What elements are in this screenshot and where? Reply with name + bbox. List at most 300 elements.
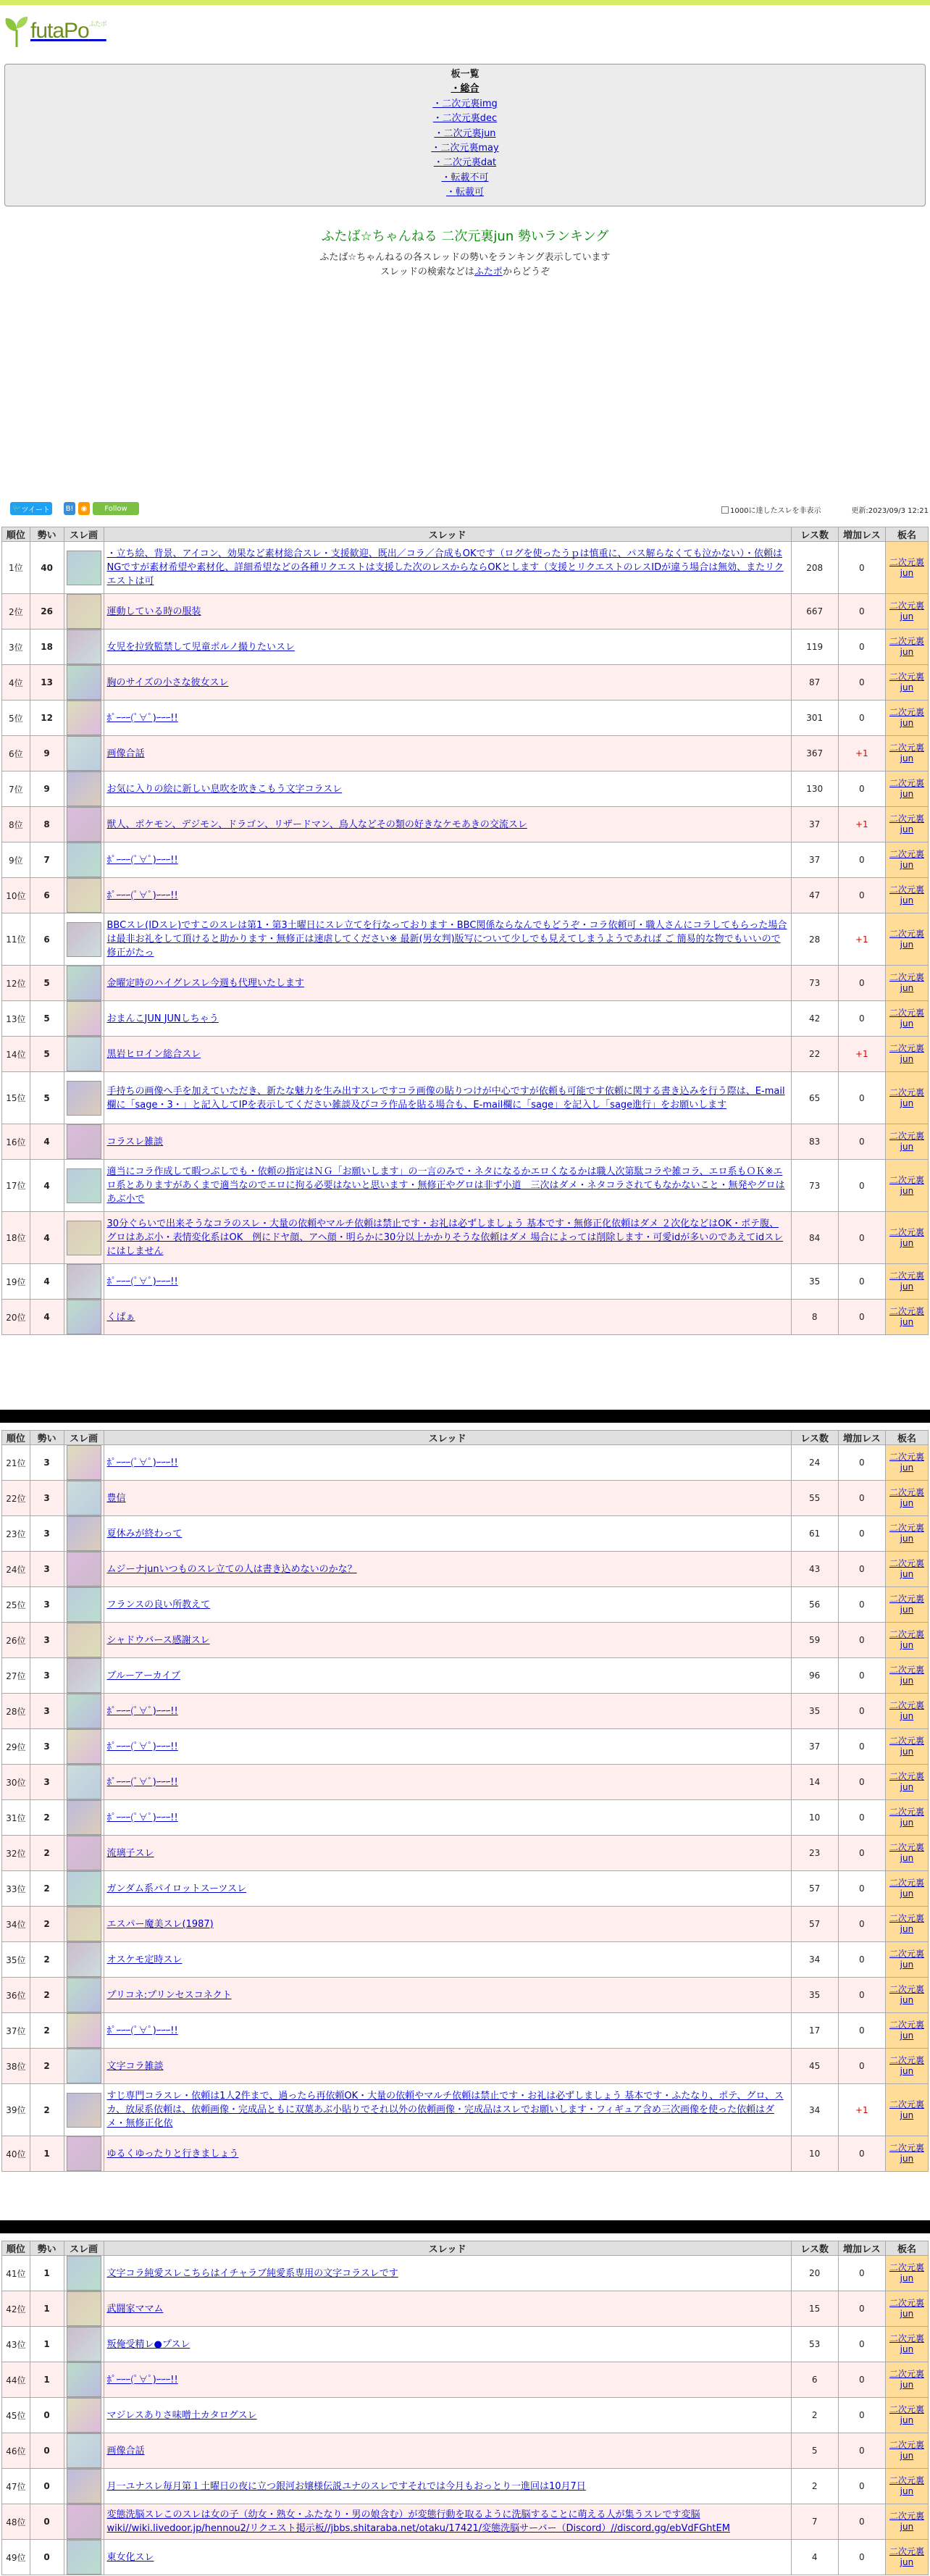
- thread-thumbnail[interactable]: [67, 2398, 101, 2433]
- thread-link[interactable]: ﾎﾟｰｰｰ(ﾟ∀ﾟ)ｰｰｰ!!: [106, 1276, 178, 1287]
- ikioi-cell: 18: [30, 630, 64, 665]
- thread-link[interactable]: ﾎﾟｰｰｰ(ﾟ∀ﾟ)ｰｰｰ!!: [106, 2374, 178, 2385]
- board-link[interactable]: 二次元裏jun: [889, 2055, 924, 2076]
- thread-title-cell: [104, 1942, 791, 1978]
- ikioi-cell: 9: [30, 771, 64, 807]
- res-count-cell: 45: [791, 2049, 838, 2084]
- thread-thumbnail[interactable]: [67, 1264, 101, 1299]
- res-count-cell: 57: [791, 1907, 838, 1942]
- board-link[interactable]: 二次元裏jun: [889, 1629, 924, 1650]
- thumbnail-cell[interactable]: [64, 1212, 104, 1264]
- thread-thumbnail[interactable]: [67, 2013, 101, 2048]
- thumbnail-cell[interactable]: [64, 665, 104, 701]
- thread-title-cell: [104, 1907, 791, 1942]
- column-header[interactable]: スレッド: [104, 1431, 791, 1445]
- thread-thumbnail[interactable]: [67, 2093, 101, 2128]
- board-link[interactable]: 二次元裏jun: [889, 707, 924, 728]
- thread-thumbnail[interactable]: [67, 1871, 101, 1906]
- thread-thumbnail[interactable]: [67, 1836, 101, 1870]
- thread-link[interactable]: すじ専門コラスレ・依頼は1人2件まで、過ったら再依頼OK・大量の依頼やマルチ依頼は禁止です・お礼は必ずしましょう 基本です・ふたなり、ポテ、グロ、スカ、放尿系依頼は、依頼画像・完成品ともに双葉あぶ小貼りでそれ以外の依頼画像・完成品はスレでお願いします・フィギュア含め三次画像を使った依頼はダメ・無修正化依: [106, 2091, 784, 2129]
- board-link[interactable]: 二次元裏jun: [889, 1842, 924, 1863]
- res-count-cell: 37: [791, 1729, 838, 1765]
- thumbnail-cell[interactable]: [64, 1871, 104, 1907]
- board-link[interactable]: 二次元裏jun: [889, 972, 924, 993]
- thread-thumbnail[interactable]: [67, 1942, 101, 1977]
- ikioi-cell: 5: [30, 1037, 64, 1072]
- thread-link[interactable]: おまんこJUN JUNしちゃう: [106, 1013, 219, 1024]
- thread-thumbnail[interactable]: [67, 1481, 101, 1515]
- thumbnail-cell[interactable]: [64, 2291, 104, 2327]
- column-header[interactable]: レス数: [791, 527, 838, 542]
- thumbnail-cell[interactable]: [64, 1001, 104, 1037]
- board-link[interactable]: 二次元裏jun: [889, 672, 924, 693]
- thumbnail-cell[interactable]: [64, 842, 104, 878]
- thread-link[interactable]: お気に入りの絵に新しい息吹を吹きこもう文字コラスレ: [106, 783, 343, 795]
- thread-thumbnail[interactable]: [67, 1658, 101, 1693]
- thumbnail-cell[interactable]: [64, 1445, 104, 1481]
- thumbnail-cell[interactable]: [64, 1300, 104, 1335]
- res-count-cell: 7: [791, 2504, 838, 2540]
- thread-link[interactable]: ﾎﾟｰｰｰ(ﾟ∀ﾟ)ｰｰｰ!!: [106, 712, 178, 724]
- board-name-cell: [885, 1907, 928, 1942]
- increase-cell: 0: [838, 1516, 885, 1552]
- thumbnail-cell[interactable]: [64, 2540, 104, 2575]
- thumbnail-cell[interactable]: [64, 2469, 104, 2504]
- board-link[interactable]: 二次元裏jun: [889, 1594, 924, 1615]
- table-row: [2, 1037, 929, 1072]
- column-header[interactable]: 順位: [2, 1431, 30, 1445]
- res-count-cell: 35: [791, 1978, 838, 2013]
- thread-link[interactable]: ﾎﾟｰｰｰ(ﾟ∀ﾟ)ｰｰｰ!!: [106, 854, 178, 866]
- thread-thumbnail[interactable]: [67, 1516, 101, 1551]
- board-link[interactable]: 二次元裏jun: [889, 1226, 924, 1248]
- board-link-sougou[interactable]: ・総合: [451, 83, 479, 95]
- thread-link[interactable]: ﾎﾟｰｰｰ(ﾟ∀ﾟ)ｰｰｰ!!: [106, 1457, 178, 1468]
- thread-link[interactable]: 画像合話: [106, 748, 145, 759]
- board-link[interactable]: 二次元裏jun: [889, 2262, 924, 2283]
- thumbnail-cell[interactable]: [64, 966, 104, 1001]
- thread-thumbnail[interactable]: [67, 1729, 101, 1764]
- thread-thumbnail[interactable]: [67, 1800, 101, 1835]
- tweet-button[interactable]: 🐦 ツイート: [10, 502, 52, 515]
- thread-thumbnail[interactable]: [67, 1552, 101, 1586]
- thread-link[interactable]: ガンダム系パイロットスーツスレ: [106, 1883, 247, 1894]
- rank-cell: 45位: [2, 2398, 30, 2433]
- thumbnail-cell[interactable]: [64, 2013, 104, 2049]
- rank-cell: 46位: [2, 2433, 30, 2469]
- thumbnail-cell[interactable]: [64, 630, 104, 665]
- increase-cell: 0: [838, 1836, 885, 1871]
- board-link-jun[interactable]: ・二次元裏jun: [434, 127, 496, 139]
- table-row: [2, 1001, 929, 1037]
- thread-link[interactable]: 変態洗脳スレこのスレは女の子（幼女・熟女・ふたなり・男の娘含む）が変態行動を取るように洗脳することに萌える人が集うスレです変脳wiki//wiki.livedoor.jp/hennou2/リクエスト掲示板//jbbs.shitaraba.net/otaku/17421/変態洗脳サーバー（Discord）//discord.gg/ebVdFGhtEM: [106, 2509, 730, 2534]
- board-link[interactable]: 二次元裏jun: [889, 2298, 924, 2319]
- board-name-cell: [885, 966, 928, 1001]
- thread-thumbnail[interactable]: [67, 966, 101, 1000]
- thread-link[interactable]: 文字コラ純愛スレこちらはイチャラブ純愛系専用の文字コラスレです: [106, 2267, 398, 2279]
- column-header[interactable]: 勢い: [30, 1431, 64, 1445]
- thumbnail-cell[interactable]: [64, 1160, 104, 1212]
- rss-button[interactable]: [78, 502, 90, 515]
- thread-thumbnail[interactable]: [67, 1168, 101, 1203]
- hide-1000-toggle[interactable]: 1000に達したスレを非表示: [721, 504, 821, 515]
- thread-thumbnail[interactable]: [67, 2433, 101, 2468]
- thread-link[interactable]: ﾎﾟｰｰｰ(ﾟ∀ﾟ)ｰｰｰ!!: [106, 1741, 178, 1752]
- thumbnail-cell[interactable]: [64, 1623, 104, 1658]
- thumbnail-cell[interactable]: [64, 542, 104, 594]
- column-header[interactable]: 増加レス: [838, 2241, 885, 2256]
- thread-link[interactable]: ﾎﾟｰｰｰ(ﾟ∀ﾟ)ｰｰｰ!!: [106, 1812, 178, 1823]
- thumbnail-cell[interactable]: [64, 2327, 104, 2362]
- thread-link[interactable]: 適当にコラ作成して暇つぶしでも・依頼の指定はＮＧ「お願いします」の一言のみで・ネタになるかエロくなるかは職人次第駄コラや雑コラ、エロ系もＯＫ※エロ系とありますがあくまで適当なのでエロに拘る必要はないと思います・無修正やグロは非ず小道 三次はダメ・ネタコラされてもなかないこと・無発やグロはあぶ小で: [106, 1166, 785, 1205]
- res-count-cell: 55: [791, 1481, 838, 1516]
- thread-thumbnail[interactable]: [67, 842, 101, 877]
- thread-thumbnail[interactable]: [67, 1587, 101, 1622]
- thumbnail-cell[interactable]: [64, 2398, 104, 2433]
- thread-thumbnail[interactable]: [67, 2469, 101, 2504]
- board-link[interactable]: 二次元裏jun: [889, 814, 924, 835]
- thread-link[interactable]: 30分ぐらいで出来そうなコラのスレ・大量の依頼やマルチ依頼は禁止です・お礼は必ずしましょう 基本です・無修正化依頼はダメ ２次化などはOK・ポテ腹、グロはあぶ小・表情変化系はOK 例にドヤ顔、アヘ顔・明らかに30分以上かかりそうな依頼はダメ 場合によっては削除します・可愛idが多いのであえてidスレにはしません: [106, 1218, 784, 1257]
- res-count-cell: 10: [791, 1800, 838, 1836]
- board-link[interactable]: 二次元裏jun: [889, 2546, 924, 2567]
- board-link[interactable]: 二次元裏jun: [889, 1736, 924, 1757]
- column-header[interactable]: 順位: [2, 2241, 30, 2256]
- increase-cell: 0: [838, 2136, 885, 2172]
- thread-link[interactable]: くぱぁ: [106, 1311, 135, 1323]
- board-link[interactable]: 二次元裏jun: [889, 1271, 924, 1292]
- board-link[interactable]: 二次元裏jun: [889, 2404, 924, 2425]
- thread-thumbnail[interactable]: [67, 2136, 101, 2171]
- table-row: [2, 2049, 929, 2084]
- thread-link[interactable]: ﾎﾟｰｰｰ(ﾟ∀ﾟ)ｰｰｰ!!: [106, 2025, 178, 2036]
- board-link-repost[interactable]: ・転載可: [445, 187, 484, 198]
- board-link-dec[interactable]: ・二次元裏dec: [432, 113, 498, 125]
- board-link[interactable]: 二次元裏jun: [889, 1008, 924, 1029]
- res-count-cell: 6: [791, 2362, 838, 2398]
- ikioi-cell: 3: [30, 1694, 64, 1729]
- thread-thumbnail[interactable]: [67, 1623, 101, 1657]
- thumbnail-cell[interactable]: [64, 2136, 104, 2172]
- board-link[interactable]: 二次元裏jun: [889, 2143, 924, 2164]
- board-link[interactable]: 二次元裏jun: [889, 743, 924, 764]
- board-link[interactable]: 二次元裏jun: [889, 1878, 924, 1899]
- ikioi-cell: 2: [30, 2013, 64, 2049]
- board-name-cell: [885, 2540, 928, 2575]
- thread-link[interactable]: 運動している時の服装: [106, 606, 201, 617]
- rank-cell: 31位: [2, 1800, 30, 1836]
- thread-thumbnail[interactable]: [67, 807, 101, 842]
- board-link-img[interactable]: ・二次元裏img: [432, 98, 498, 109]
- column-header[interactable]: レス数: [791, 1431, 838, 1445]
- board-name-cell: [885, 542, 928, 594]
- site-logo[interactable]: [4, 15, 106, 47]
- board-link[interactable]: 二次元裏jun: [889, 2440, 924, 2461]
- thread-thumbnail[interactable]: [67, 1001, 101, 1036]
- board-name-cell: [885, 2398, 928, 2433]
- thumbnail-cell[interactable]: [64, 2362, 104, 2398]
- thread-thumbnail[interactable]: [67, 878, 101, 913]
- thread-thumbnail[interactable]: [67, 922, 101, 957]
- board-name-cell: [885, 665, 928, 701]
- thread-link[interactable]: 胸のサイズの小さな彼女スレ: [106, 677, 229, 688]
- board-link[interactable]: 二次元裏jun: [889, 885, 924, 906]
- board-link[interactable]: 二次元裏jun: [889, 2099, 924, 2120]
- thread-link[interactable]: 流璃子スレ: [106, 1847, 154, 1859]
- thumbnail-cell[interactable]: [64, 1587, 104, 1623]
- thread-thumbnail[interactable]: [67, 2327, 101, 2362]
- board-link[interactable]: 二次元裏jun: [889, 1913, 924, 1934]
- thumbnail-cell[interactable]: [64, 736, 104, 771]
- increase-cell: 0: [838, 1658, 885, 1694]
- thread-thumbnail[interactable]: [67, 2504, 101, 2539]
- thread-thumbnail[interactable]: [67, 2256, 101, 2291]
- thread-thumbnail[interactable]: [67, 2362, 101, 2397]
- thumbnail-cell[interactable]: [64, 1072, 104, 1124]
- thumbnail-cell[interactable]: [64, 807, 104, 842]
- thread-thumbnail[interactable]: [67, 1765, 101, 1799]
- thread-thumbnail[interactable]: [67, 1694, 101, 1728]
- thread-title-cell: [104, 1552, 791, 1587]
- board-link[interactable]: 二次元裏jun: [889, 1487, 924, 1508]
- thread-link[interactable]: 東女化スレ: [106, 2551, 154, 2563]
- thread-link[interactable]: 獣人、ポケモン、デジモン、ドラゴン、リザードマン、鳥人などその類の好きなケモあきの交流スレ: [106, 819, 527, 830]
- thread-thumbnail[interactable]: [67, 1300, 101, 1334]
- thread-link[interactable]: BBCスレ(IDスレ)ですこのスレは第1・第3土曜日にスレ立てを行なっております・BBC関係ならなんでもどうぞ・コラ依頼可・職人さんにコラしてもらった場合は最非お礼をして頂けると助かります・無修正は速虐してください※ 最新(男女判)版写について少しでも見えてしまうようであれば ご 簡易的な物でもいいので修正がたっ: [106, 920, 787, 958]
- hatena-icon: B!: [65, 504, 74, 513]
- thread-thumbnail[interactable]: [67, 630, 101, 664]
- board-link[interactable]: 二次元裏jun: [889, 1700, 924, 1721]
- res-count-cell: 208: [791, 542, 838, 594]
- thread-link[interactable]: 月一ユナスレ毎月第１土曜日の夜に立つ銀河お嬢様伝説ユナのスレですそれでは今月もおっとり一進回は10月7日: [106, 2480, 586, 2492]
- board-link[interactable]: 二次元裏jun: [889, 2333, 924, 2354]
- thread-thumbnail[interactable]: [67, 1124, 101, 1159]
- thread-title-cell: [104, 736, 791, 771]
- thread-title-cell: [104, 2469, 791, 2504]
- res-count-cell: 24: [791, 1445, 838, 1481]
- board-link[interactable]: 二次元裏jun: [889, 1131, 924, 1152]
- thread-link[interactable]: オスケモ定時スレ: [106, 1954, 183, 1965]
- board-name-cell: [885, 1001, 928, 1037]
- thumbnail-cell[interactable]: [64, 594, 104, 630]
- board-name-cell: [885, 878, 928, 913]
- board-name-cell: [885, 842, 928, 878]
- board-link[interactable]: 二次元裏jun: [889, 1771, 924, 1792]
- thread-link[interactable]: フランスの良い所教えて: [106, 1599, 211, 1610]
- res-count-cell: 301: [791, 701, 838, 736]
- thread-title-cell: [104, 913, 791, 966]
- thread-thumbnail[interactable]: [67, 1081, 101, 1116]
- board-link[interactable]: 二次元裏jun: [889, 928, 924, 950]
- board-link[interactable]: 二次元裏jun: [889, 636, 924, 657]
- board-link[interactable]: 二次元裏jun: [889, 1807, 924, 1828]
- thumbnail-cell[interactable]: [64, 1264, 104, 1300]
- board-link-no-repost[interactable]: ・転載不可: [441, 172, 489, 183]
- board-link[interactable]: 二次元裏jun: [889, 778, 924, 799]
- column-header[interactable]: 勢い: [30, 527, 64, 542]
- thumbnail-cell[interactable]: [64, 1037, 104, 1072]
- board-link[interactable]: 二次元裏jun: [889, 1174, 924, 1196]
- thread-link[interactable]: 女児を拉致監禁して児童ポルノ撮りたいスレ: [106, 641, 295, 653]
- increase-cell: 0: [838, 1445, 885, 1481]
- board-link[interactable]: 二次元裏jun: [889, 1984, 924, 2005]
- board-link[interactable]: 二次元裏jun: [889, 849, 924, 870]
- thumbnail-cell[interactable]: [64, 1836, 104, 1871]
- board-link-may[interactable]: ・二次元裏may: [431, 143, 499, 154]
- thumbnail-cell[interactable]: [64, 2256, 104, 2291]
- column-header[interactable]: スレッド: [104, 2241, 791, 2256]
- ikioi-cell: 26: [30, 594, 64, 630]
- thread-thumbnail[interactable]: [67, 2049, 101, 2083]
- thread-link[interactable]: 金曜定時のハイグレスレ今週も代理いたします: [106, 977, 304, 989]
- ikioi-cell: 2: [30, 1978, 64, 2013]
- column-header[interactable]: 勢い: [30, 2241, 64, 2256]
- thread-link[interactable]: 黒岩ヒロイン総合スレ: [106, 1048, 201, 1060]
- board-link[interactable]: 二次元裏jun: [889, 601, 924, 622]
- thread-link[interactable]: コラスレ雑談: [106, 1136, 164, 1147]
- thumbnail-cell[interactable]: [64, 1800, 104, 1836]
- thumbnail-cell[interactable]: [64, 1694, 104, 1729]
- thumbnail-cell[interactable]: [64, 2433, 104, 2469]
- thread-link[interactable]: 叛俺受精レ●プスレ: [106, 2338, 190, 2350]
- board-name-cell: [885, 913, 928, 966]
- checkbox-icon[interactable]: [721, 506, 729, 514]
- column-header[interactable]: 増加レス: [838, 1431, 885, 1445]
- board-link[interactable]: 二次元裏jun: [889, 2020, 924, 2041]
- board-link[interactable]: 二次元裏jun: [889, 1949, 924, 1970]
- board-link[interactable]: 二次元裏jun: [889, 1452, 924, 1473]
- thread-link[interactable]: 夏休みが終わって: [106, 1528, 183, 1539]
- thread-thumbnail[interactable]: [67, 1221, 101, 1255]
- thumbnail-cell[interactable]: [64, 1552, 104, 1587]
- thread-link[interactable]: ブルーアーカイブ: [106, 1670, 180, 1681]
- thread-thumbnail[interactable]: [67, 771, 101, 806]
- column-header[interactable]: レス数: [791, 2241, 838, 2256]
- thread-link[interactable]: シャドウバース感謝スレ: [106, 1634, 210, 1646]
- hatena-button[interactable]: [64, 502, 75, 515]
- thread-link[interactable]: ﾎﾟｰｰｰ(ﾟ∀ﾟ)ｰｰｰ!!: [106, 890, 178, 901]
- thread-thumbnail[interactable]: [67, 2291, 101, 2326]
- board-link[interactable]: 二次元裏jun: [889, 1558, 924, 1579]
- thumbnail-cell[interactable]: [64, 2084, 104, 2136]
- top-accent-bar: [0, 0, 930, 5]
- column-header[interactable]: スレ画: [64, 1431, 104, 1445]
- res-count-cell: 53: [791, 2327, 838, 2362]
- thread-link[interactable]: 武闘家ママム: [106, 2303, 164, 2314]
- res-count-cell: 2: [791, 2469, 838, 2504]
- thread-link[interactable]: プリコネ:プリンセスコネクト: [106, 1989, 232, 2001]
- thumbnail-cell[interactable]: [64, 913, 104, 966]
- board-link[interactable]: 二次元裏jun: [889, 1306, 924, 1327]
- thumbnail-cell[interactable]: [64, 1907, 104, 1942]
- board-link[interactable]: 二次元裏jun: [889, 2369, 924, 2390]
- column-header[interactable]: 板名: [885, 527, 928, 542]
- thread-link[interactable]: マジレスありさ味噌土カタログスレ: [106, 2409, 257, 2421]
- thread-link[interactable]: ゆるくゆったりと行きましょう: [106, 2148, 239, 2159]
- column-header[interactable]: 板名: [885, 1431, 928, 1445]
- thumbnail-cell[interactable]: [64, 2049, 104, 2084]
- table-row: [2, 1907, 929, 1942]
- board-name-cell: [885, 771, 928, 807]
- thread-title-cell: [104, 2256, 791, 2291]
- res-count-cell: 20: [791, 2256, 838, 2291]
- thread-link[interactable]: エスパー魔美スレ(1987): [106, 1918, 214, 1930]
- thread-thumbnail[interactable]: [67, 594, 101, 629]
- thumbnail-cell[interactable]: [64, 1658, 104, 1694]
- res-count-cell: 35: [791, 1264, 838, 1300]
- thread-link[interactable]: 文字コラ雑談: [106, 2060, 164, 2072]
- rank-cell: 36位: [2, 1978, 30, 2013]
- board-link[interactable]: 二次元裏jun: [889, 1523, 924, 1544]
- thread-thumbnail[interactable]: [67, 1445, 101, 1480]
- thread-thumbnail[interactable]: [67, 1907, 101, 1941]
- column-header[interactable]: 板名: [885, 2241, 928, 2256]
- column-header[interactable]: 増加レス: [838, 527, 885, 542]
- thumbnail-cell[interactable]: [64, 1481, 104, 1516]
- thread-title-cell: [104, 2013, 791, 2049]
- table-row: [2, 594, 929, 630]
- thread-link[interactable]: ﾎﾟｰｰｰ(ﾟ∀ﾟ)ｰｰｰ!!: [106, 1776, 178, 1788]
- follow-button[interactable]: Follow: [93, 502, 139, 515]
- thumbnail-cell[interactable]: [64, 878, 104, 913]
- column-header[interactable]: スレッド: [104, 527, 791, 542]
- thumbnail-cell[interactable]: [64, 771, 104, 807]
- res-count-cell: 61: [791, 1516, 838, 1552]
- thumbnail-cell[interactable]: [64, 1978, 104, 2013]
- thread-thumbnail[interactable]: [67, 2540, 101, 2575]
- thread-link[interactable]: 手持ちの画像へ手を加えていただき、新たな魅力を生み出すスレですコラ画像の貼りつけが中心ですが依頼も可能です依頼に関する書き込みを行う際は、E-mail欄に「sage・3・」と記入してIPを表示してください雑談及びコラ作品を貼る場合も、E-mail欄に「sage」を記入し「sage進行」をお願いします: [106, 1085, 785, 1111]
- thread-link[interactable]: 豊信: [106, 1492, 126, 1504]
- board-link[interactable]: 二次元裏jun: [889, 2475, 924, 2496]
- thread-link[interactable]: ムジーナjunいつものスレ立ての人は書き込めないのかな？: [106, 1563, 357, 1575]
- table-row: [2, 2433, 929, 2469]
- thread-thumbnail[interactable]: [67, 1978, 101, 2012]
- thread-thumbnail[interactable]: [67, 551, 101, 585]
- thread-thumbnail[interactable]: [67, 736, 101, 771]
- board-name-cell: [885, 1160, 928, 1212]
- thread-thumbnail[interactable]: [67, 701, 101, 735]
- board-link[interactable]: 二次元裏jun: [889, 1665, 924, 1686]
- futapo-link[interactable]: ふたポ: [474, 267, 503, 277]
- increase-cell: 0: [838, 842, 885, 878]
- board-link[interactable]: 二次元裏jun: [889, 1043, 924, 1064]
- thumbnail-cell[interactable]: [64, 2504, 104, 2540]
- thumbnail-cell[interactable]: [64, 1124, 104, 1160]
- board-link[interactable]: 二次元裏jun: [889, 556, 924, 578]
- board-name-cell: [885, 1300, 928, 1335]
- column-header[interactable]: 順位: [2, 527, 30, 542]
- res-count-cell: 34: [791, 1942, 838, 1978]
- thumbnail-cell[interactable]: [64, 701, 104, 736]
- thumbnail-cell[interactable]: [64, 1729, 104, 1765]
- table-row: [2, 2256, 929, 2291]
- thread-link[interactable]: ・立ち絵、背景、アイコン、効果など素材総合スレ・支援歓迎、既出／コラ／合成もOKです（ログを使ったうｐは慎重に、パス解らなくても泣かない）・依頼はNGですが素材希望や素材化、詳細希望などの各種リクエストは支援した次のレスからならOKとします（支援とリクエストのレスIDが違う場合は無効、またリクエストは可: [106, 548, 784, 587]
- thumbnail-cell[interactable]: [64, 1765, 104, 1800]
- thread-thumbnail[interactable]: [67, 665, 101, 700]
- column-header[interactable]: スレ画: [64, 527, 104, 542]
- board-link[interactable]: 二次元裏jun: [889, 1087, 924, 1108]
- table-row: [2, 701, 929, 736]
- thumbnail-cell[interactable]: [64, 1516, 104, 1552]
- board-link[interactable]: 二次元裏jun: [889, 2511, 924, 2532]
- thread-link[interactable]: ﾎﾟｰｰｰ(ﾟ∀ﾟ)ｰｰｰ!!: [106, 1705, 178, 1717]
- thread-link[interactable]: 画像合話: [106, 2445, 145, 2456]
- column-header[interactable]: スレ画: [64, 2241, 104, 2256]
- board-link-dat[interactable]: ・二次元裏dat: [433, 157, 497, 169]
- thread-thumbnail[interactable]: [67, 1037, 101, 1071]
- board-name-cell: [885, 2433, 928, 2469]
- ikioi-cell: 1: [30, 2136, 64, 2172]
- thumbnail-cell[interactable]: [64, 1942, 104, 1978]
